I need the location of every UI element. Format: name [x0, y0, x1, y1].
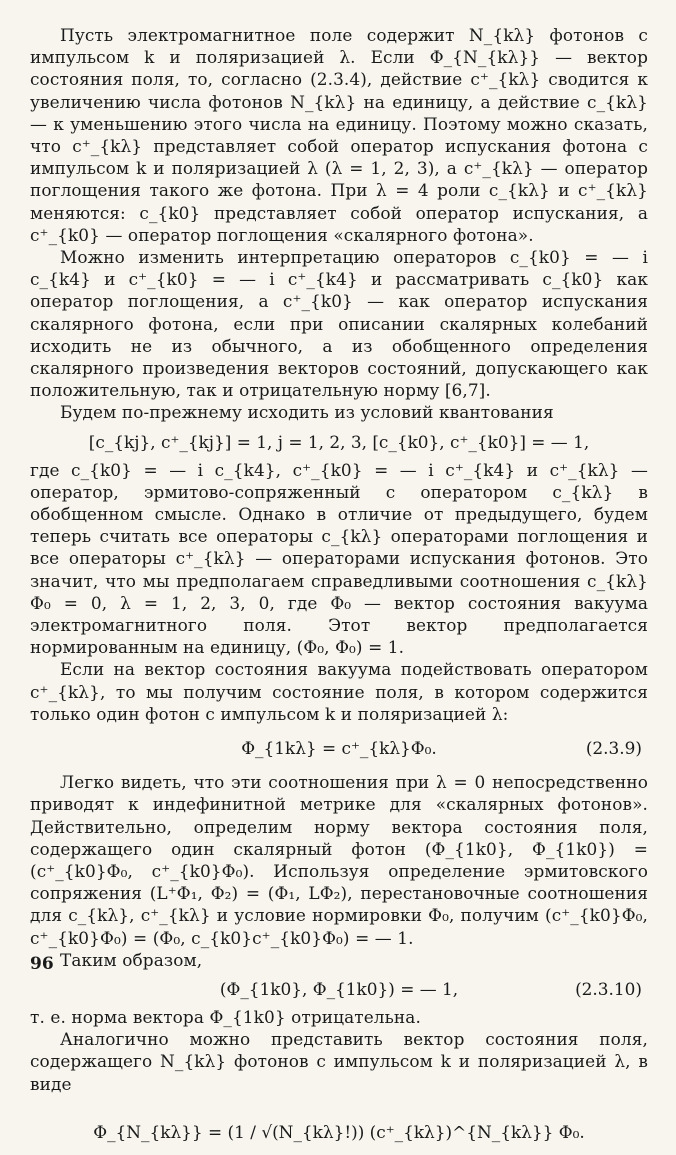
equation-quantization	[30, 429, 648, 455]
equation-2-3-10-body: (Φ_{1k0}, Φ_{1k0}) = — 1,	[219, 978, 459, 999]
equation-n-photon-state-body: Φ_{N_{kλ}} = (1 / √(N_{kλ}!)) (c⁺_{kλ})^{N_{kλ}} Φ₀.	[93, 1121, 585, 1142]
paragraph-3: Будем по-прежнему исходить из условий квантования	[60, 402, 554, 423]
paragraph-5: Если на вектор состояния вакуума подействовать оператором c⁺_{kλ}, то мы получим состояние поля, в котором содержится только один фотон с импульсом k и поляризацией λ:	[30, 659, 648, 724]
paragraph-4: где c_{k0} = — i c_{k4}, c⁺_{k0} = — i c⁺_{k4} и c⁺_{kλ} — оператор, эрмитово-сопряженный с оператором c_{kλ} в обобщенном смысле. Однако в отличие от предыдущего, будем теперь считать все операторы c_{kλ} операторами поглощения и все операторы c⁺_{kλ} — операторами испускания фотонов. Это значит, что мы предполагаем справедливыми соотношения c_{kλ}Φ₀ = 0, λ = 1, 2, 3, 0, где Φ₀ — вектор состояния вакуума электромагнитного поля. Этот вектор предполагается нормированным на единицу, (Φ₀, Φ₀) = 1.	[30, 459, 648, 658]
paragraph-8: т. е. норма вектора Φ_{1k0} отрицательна.	[30, 1006, 421, 1027]
equation-n-photon-state	[30, 1109, 648, 1155]
equation-quantization-body: [c_{kj}, c⁺_{kj}] = 1, j = 1, 2, 3, [c_{k0}, c⁺_{k0}] = — 1,	[88, 431, 590, 452]
paragraph-1: Пусть электромагнитное поле содержит N_{kλ} фотонов с импульсом k и поляризацией λ. Если Φ_{N_{kλ}} — вектор состояния поля, то, согласно (2.3.4), действие c⁺_{kλ} сводится к увеличению числа фотонов N_{kλ} на единицу, а действие c_{kλ} — к уменьшению этого числа на единицу. Поэтому можно сказать, что c⁺_{kλ} представляет собой оператор испускания фотона с импульсом k и поляризацией λ (λ = 1, 2, 3), а c⁺_{kλ} — оператор поглощения такого же фотона. При λ = 4 роли c_{kλ} и c⁺_{kλ} меняются: c_{k0} представляет собой оператор испускания, а c⁺_{k0} — оператор поглощения «скалярного фотона».	[30, 25, 648, 245]
equation-2-3-10-number: (2.3.10)	[575, 978, 642, 999]
paragraph-9: Аналогично можно представить вектор состояния поля, содержащего N_{kλ} фотонов с импульсом k и поляризацией λ, в виде	[30, 1029, 648, 1094]
paragraph-6: Легко видеть, что эти соотношения при λ = 0 непосредственно приводят к индефинитной метрике для «скалярных фотонов». Действительно, определим норму вектора состояния поля, содержащего один скалярный фотон (Φ_{1k0}, Φ_{1k0}) = (c⁺_{k0}Φ₀, c⁺_{k0}Φ₀). Используя определение эрмитовского сопряжения (L⁺Φ₁, Φ₂) = (Φ₁, LΦ₂), перестановочные соотношения для c_{kλ}, c⁺_{kλ} и условие нормировки Φ₀, получим (c⁺_{k0}Φ₀, c⁺_{k0}Φ₀) = (Φ₀, c_{k0}c⁺_{k0}Φ₀) = — 1.	[30, 772, 648, 948]
paragraph-7: Таким образом,	[60, 949, 203, 970]
page-number: 96	[30, 954, 54, 974]
paragraph-2: Можно изменить интерпретацию операторов c_{k0} = — i c_{k4} и c⁺_{k0} = — i c⁺_{k4} и рассматривать c_{k0} как оператор поглощения, а c⁺_{k0} — как оператор испускания скалярного фотона, если при описании скалярных колебаний исходить не из обычного, а из обобщенного определения скалярного произведения векторов состояний, допускающего как положительную, так и отрицательную норму [6,7].	[30, 247, 648, 401]
equation-2-3-9	[30, 735, 648, 761]
equation-2-3-9-body: Φ_{1kλ} = c⁺_{kλ}Φ₀.	[241, 738, 437, 759]
equation-2-3-10	[30, 976, 648, 1002]
equation-2-3-9-number: (2.3.9)	[585, 738, 642, 759]
